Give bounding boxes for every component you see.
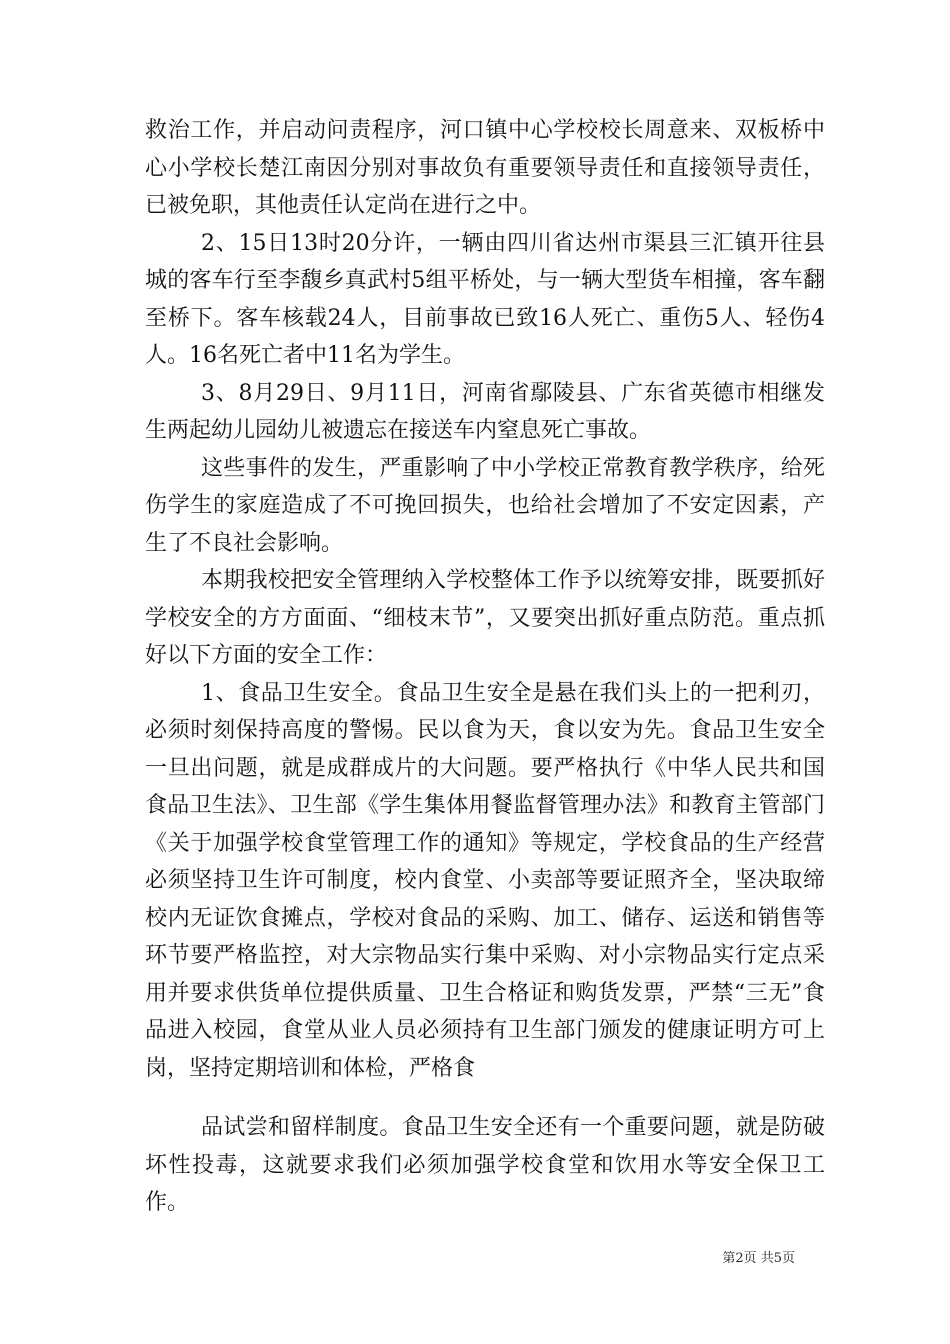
- paragraph-food-safety-continued: 品试尝和留样制度。食品卫生安全还有一个重要问题，就是防破坏性投毒，这就要求我们必须加强学校食堂和饮用水等安全保卫工作。: [145, 1115, 825, 1215]
- paragraph-item-2: 2、15日13时20分许，一辆由四川省达州市渠县三汇镇开往县城的客车行至李馥乡真武村5组平桥处，与一辆大型货车相撞，客车翻至桥下。客车核载24人，目前事故已致16人死亡、重伤5人、轻伤4人。16名死亡者中11名为学生。: [145, 230, 825, 368]
- paragraph-item-3: 3、8月29日、9月11日，河南省鄢陵县、广东省英德市相继发生两起幼儿园幼儿被遗忘在接送车内窒息死亡事故。: [145, 380, 825, 443]
- paragraph-impact: 这些事件的发生，严重影响了中小学校正常教育教学秩序，给死伤学生的家庭造成了不可挽回损失，也给社会增加了不安定因素，产生了不良社会影响。: [145, 455, 825, 556]
- paragraph-food-safety: 1、食品卫生安全。食品卫生安全是悬在我们头上的一把利刃，必须时刻保持高度的警惕。民以食为天，食以安为先。食品卫生安全一旦出问题，就是成群成片的大问题。要严格执行《中华人民共和国食品卫生法》、卫生部《学生集体用餐监督管理办法》和教育主管部门《关于加强学校食堂管理工作的通知》等规定，学校食品的生产经营必须坚持卫生许可制度，校内食堂、小卖部等要证照齐全，坚决取缔校内无证饮食摊点，学校对食品的采购、加工、储存、运送和销售等环节要严格监控，对大宗物品实行集中采购、对小宗物品实行定点采用并要求供货单位提供质量、卫生合格证和购货发票，严禁“三无”食品进入校园，食堂从业人员必须持有卫生部门颁发的健康证明方可上岗，坚持定期培训和体检，严格食: [145, 680, 825, 1081]
- paragraph-school-plan: 本期我校把安全管理纳入学校整体工作予以统筹安排，既要抓好学校安全的方方面面、“细枝末节”，又要突出抓好重点防范。重点抓好以下方面的安全工作：: [145, 568, 825, 668]
- paragraph-continued: 救治工作，并启动问责程序，河口镇中心学校校长周意来、双板桥中心小学校长楚江南因分别对事故负有重要领导责任和直接领导责任，已被免职，其他责任认定尚在进行之中。: [145, 118, 825, 218]
- page-number-footer: 第2页 共5页: [722, 1251, 795, 1266]
- document-body: [145, 112, 825, 1222]
